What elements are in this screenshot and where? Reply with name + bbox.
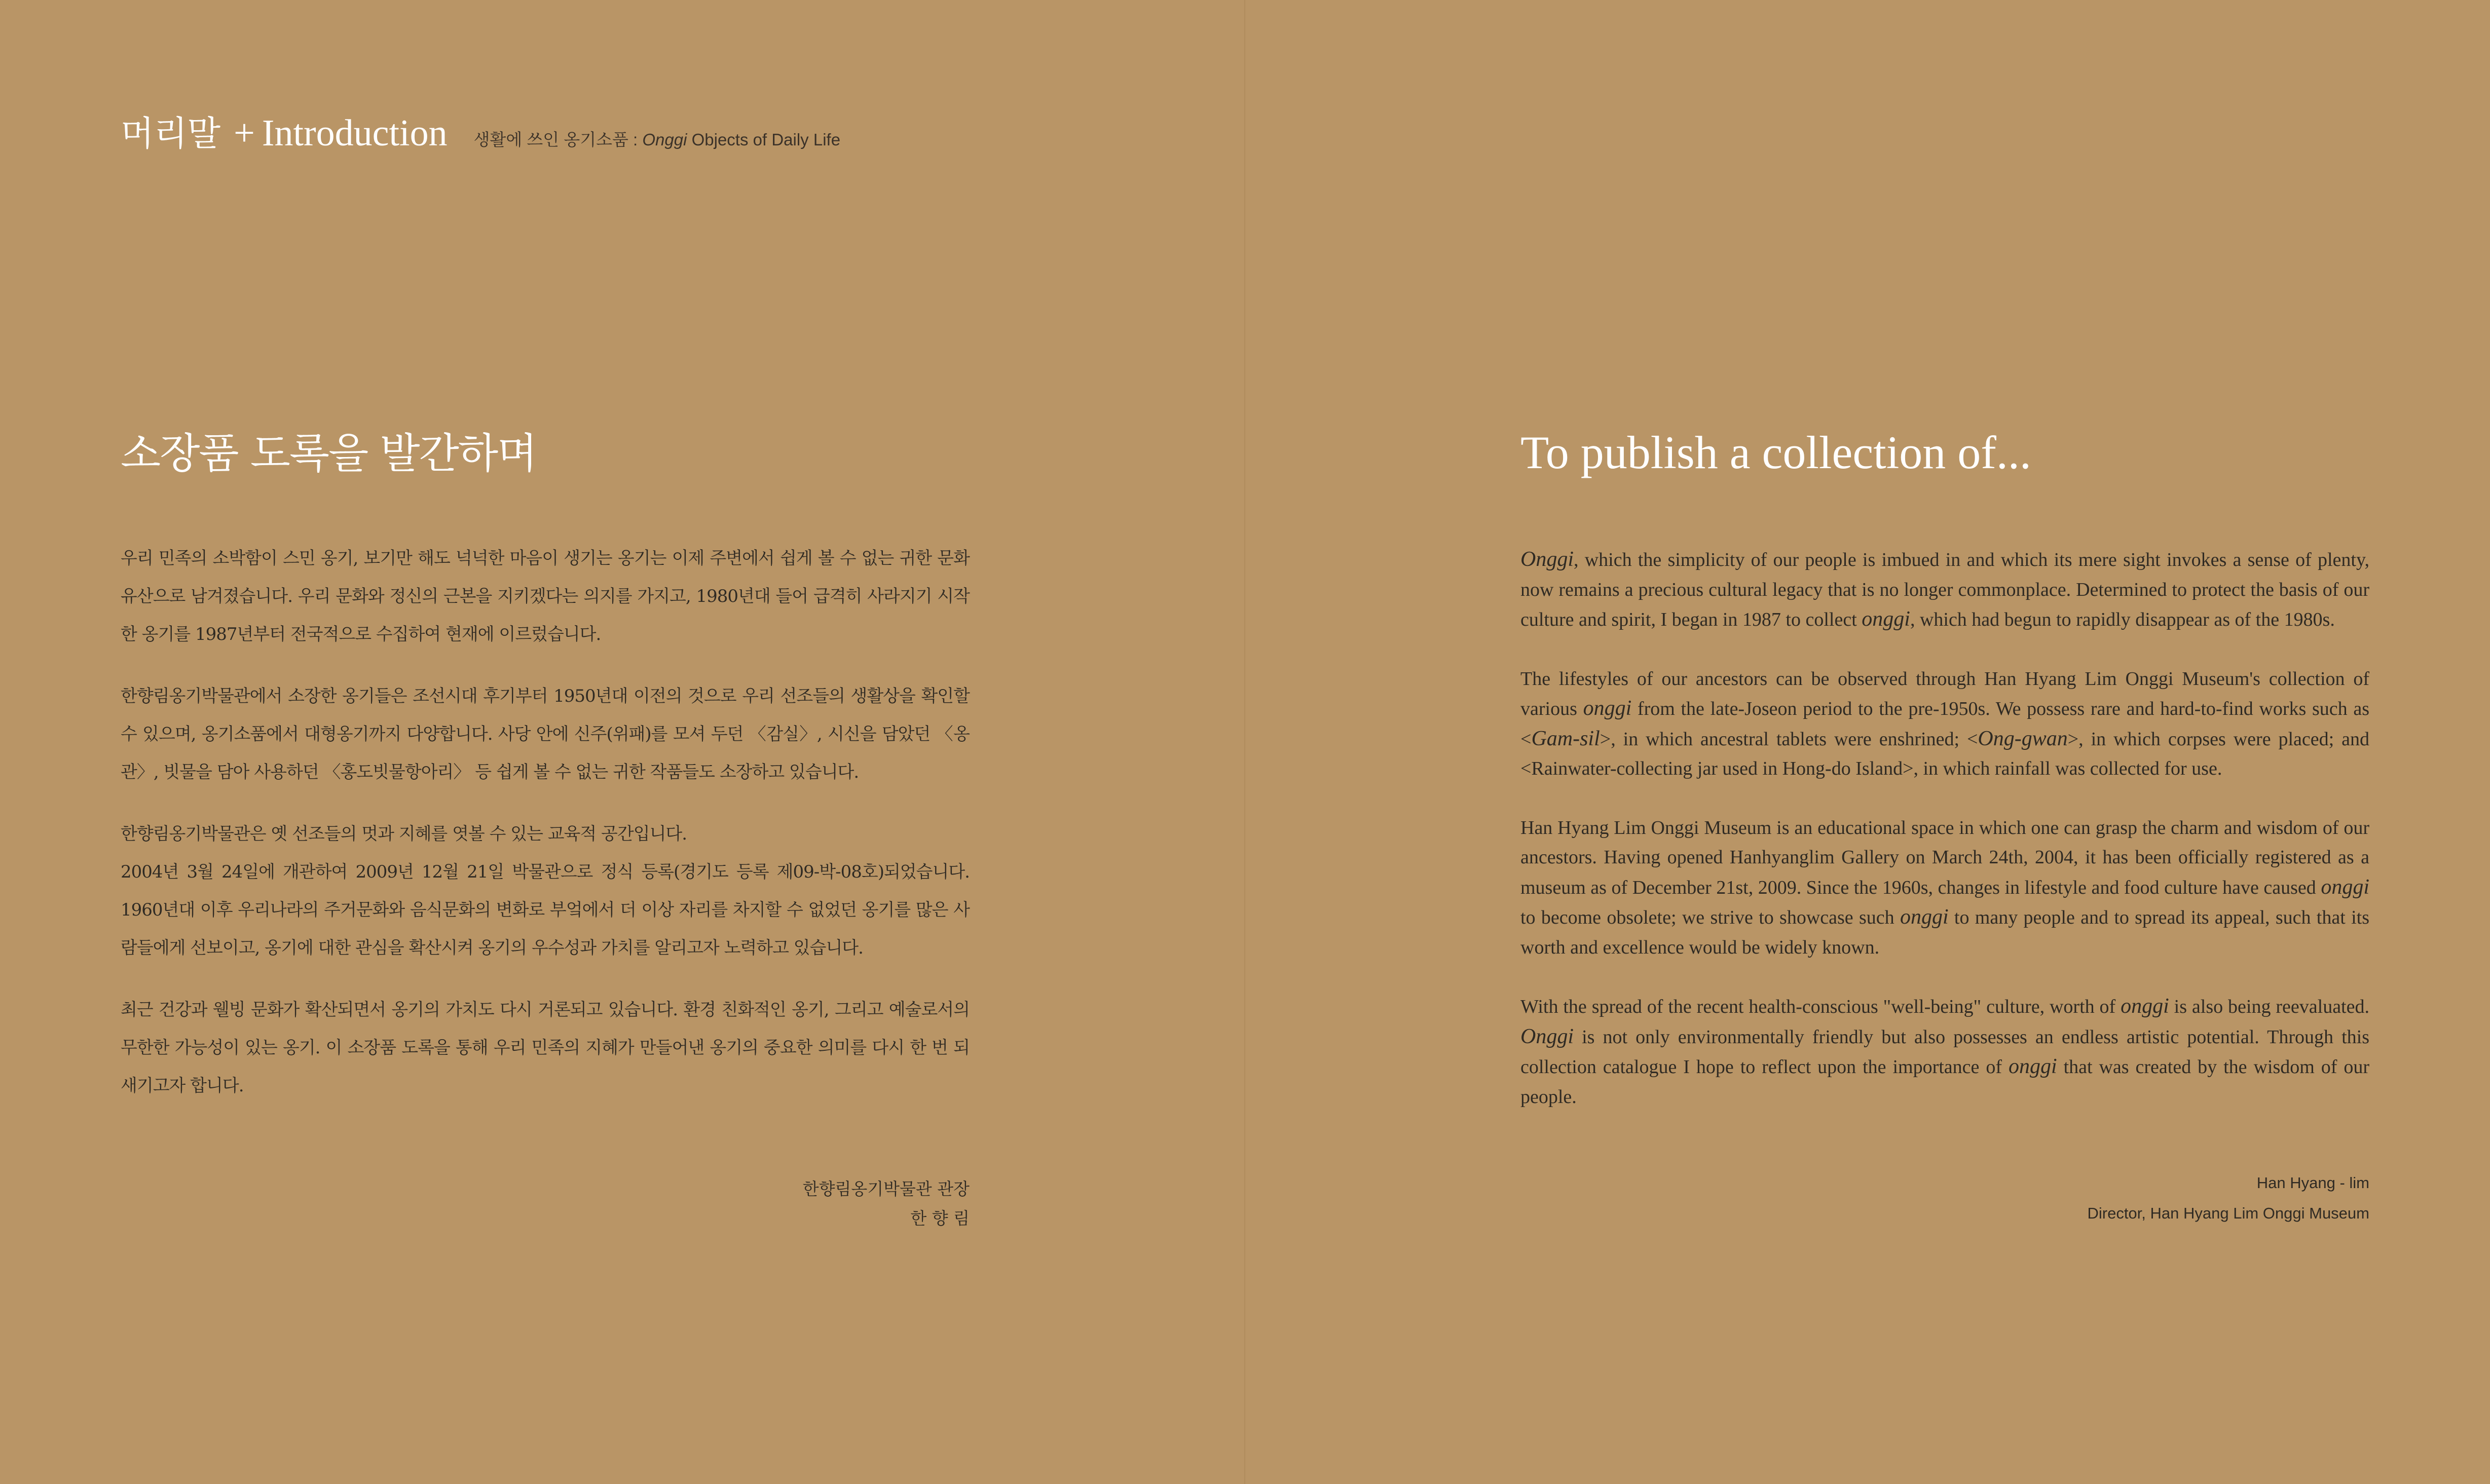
text-run: >, in which corpses were placed; and <Rainwater-collecting jar used in Hong-do Island>, in which rainfall was collected for use. bbox=[1520, 728, 2369, 779]
italic-term: onggi bbox=[2121, 995, 2169, 1018]
korean-signature bbox=[710, 1174, 970, 1233]
header-subtitle-ko: 생활에 쓰인 옹기소품 : bbox=[473, 130, 643, 149]
italic-term: onggi bbox=[1583, 697, 1632, 720]
english-paragraph-4 bbox=[1520, 992, 2369, 1112]
korean-signature-name: 한 향 림 bbox=[910, 1208, 970, 1228]
text-run: The lifestyles of our ancestors can be observed through Han Hyang Lim Onggi Museum's collection of various bbox=[1520, 668, 2369, 719]
italic-term: Onggi bbox=[1520, 548, 1574, 571]
english-paragraph-2 bbox=[1520, 664, 2369, 784]
english-signature bbox=[1977, 1168, 2369, 1229]
text-run: from the late-Joseon period to the pre-1950s. We possess rare and hard-to-find works such as < bbox=[1520, 698, 2369, 750]
korean-paragraph-4: 최근 건강과 웰빙 문화가 확산되면서 옹기의 가치도 다시 거론되고 있습니다. 환경 친화적인 옹기, 그리고 예술로서의 무한한 가능성이 있는 옹기. 이 소장품 도록을 통해 우리 민족의 지혜가 만들어낸 옹기의 중요한 의미를 다시 한 번 되새기고자 합니다. bbox=[121, 1000, 970, 1096]
english-paragraph-3 bbox=[1520, 813, 2369, 963]
italic-term: Onggi bbox=[1520, 1024, 1574, 1048]
header-subtitle-italic: Onggi bbox=[642, 130, 687, 149]
italic-term: onggi bbox=[1862, 607, 1910, 631]
header-korean: 머리말 bbox=[121, 114, 221, 154]
header-english: Introduction bbox=[262, 112, 448, 154]
english-title: To publish a collection of... bbox=[1520, 427, 2031, 478]
english-paragraph-1 bbox=[1520, 545, 2369, 635]
text-run: With the spread of the recent health-conscious "well-being" culture, worth of bbox=[1520, 996, 2121, 1017]
italic-term: onggi bbox=[2008, 1055, 2057, 1078]
text-run: , which had begun to rapidly disappear as of the 1980s. bbox=[1910, 609, 2335, 630]
korean-paragraph-2: 한향림옹기박물관에서 소장한 옹기들은 조선시대 후기부터 1950년대 이전의 것으로 우리 선조들의 생활상을 확인할 수 있으며, 옹기소품에서 대형옹기까지 다양합니다. 사당 안에 신주(위패)를 모셔 두던 〈감실〉, 시신을 담았던 〈옹관〉, 빗물을 담아 사용하던 〈홍도빗물항아리〉 등 쉽게 볼 수 없는 귀한 작품들도 소장하고 있습니다. bbox=[121, 686, 970, 782]
text-run: is also being reevaluated. bbox=[2169, 996, 2369, 1017]
header-subtitle-en: Objects of Daily Life bbox=[687, 130, 841, 149]
english-signature-title: Director, Han Hyang Lim Onggi Museum bbox=[2087, 1204, 2369, 1222]
italic-term: onggi bbox=[2321, 875, 2369, 899]
english-signature-name: Han Hyang - lim bbox=[2256, 1174, 2369, 1192]
italic-term: Ong-gwan bbox=[1978, 727, 2068, 750]
text-run: to become obsolete; we strive to showcase such bbox=[1520, 907, 1900, 928]
text-run: to many people and to spread its appeal, such that its worth and excellence would be widely known. bbox=[1520, 907, 2370, 958]
section-header bbox=[121, 106, 840, 156]
english-body bbox=[1520, 545, 2369, 1141]
text-run: , which the simplicity of our people is imbued in and which its mere sight invokes a sense of plenty, now remains a precious cultural legacy that is no longer commonplace. Determined to protect the basis of our culture and spirit, I began in 1987 to collect bbox=[1520, 549, 2369, 630]
italic-term: onggi bbox=[1900, 905, 1949, 929]
text-run: that was created by the wisdom of our people. bbox=[1520, 1056, 2369, 1108]
korean-paragraph-3: 한향림옹기박물관은 옛 선조들의 멋과 지혜를 엿볼 수 있는 교육적 공간입니다. 2004년 3월 24일에 개관하여 2009년 12월 21일 박물관으로 정식 등록(경기도 등록 제09-박-08호)되었습니다. 1960년대 이후 우리나라의 주거문화와 음식문화의 변화로 부엌에서 더 이상 자리를 차지할 수 없었던 옹기를 많은 사람들에게 선보이고, 옹기에 대한 관심을 확산시켜 옹기의 우수성과 가치를 알리고자 노력하고 있습니다. bbox=[121, 824, 970, 958]
header-plus: + bbox=[234, 112, 255, 154]
text-run: is not only environmentally friendly but also possesses an endless artistic potential. Through this collection catalogue I hope to reflect upon the importance of bbox=[1520, 1026, 2369, 1078]
italic-term: Gam-sil bbox=[1531, 727, 1600, 750]
korean-body bbox=[121, 540, 970, 1129]
text-run: Han Hyang Lim Onggi Museum is an educational space in which one can grasp the charm and wisdom of our ancestors. Having opened Hanhyanglim Gallery on March 24th, 2004, it has been officially registered as a museum as of December 21st, 2009. Since the 1960s, changes in lifestyle and food culture have caused bbox=[1520, 817, 2369, 898]
page-gutter bbox=[1244, 0, 1245, 1484]
korean-paragraph-1: 우리 민족의 소박함이 스민 옹기, 보기만 해도 넉넉한 마음이 생기는 옹기는 이제 주변에서 쉽게 볼 수 없는 귀한 문화유산으로 남겨졌습니다. 우리 문화와 정신의 근본을 지키겠다는 의지를 가지고, 1980년대 들어 급격히 사라지기 시작한 옹기를 1987년부터 전국적으로 수집하여 현재에 이르렀습니다. bbox=[121, 548, 970, 644]
korean-title: 소장품 도록을 발간하며 bbox=[121, 430, 537, 478]
korean-signature-title: 한향림옹기박물관 관장 bbox=[802, 1179, 970, 1199]
header-subtitle bbox=[474, 127, 840, 150]
text-run: >, in which ancestral tablets were enshrined; < bbox=[1600, 728, 1978, 750]
